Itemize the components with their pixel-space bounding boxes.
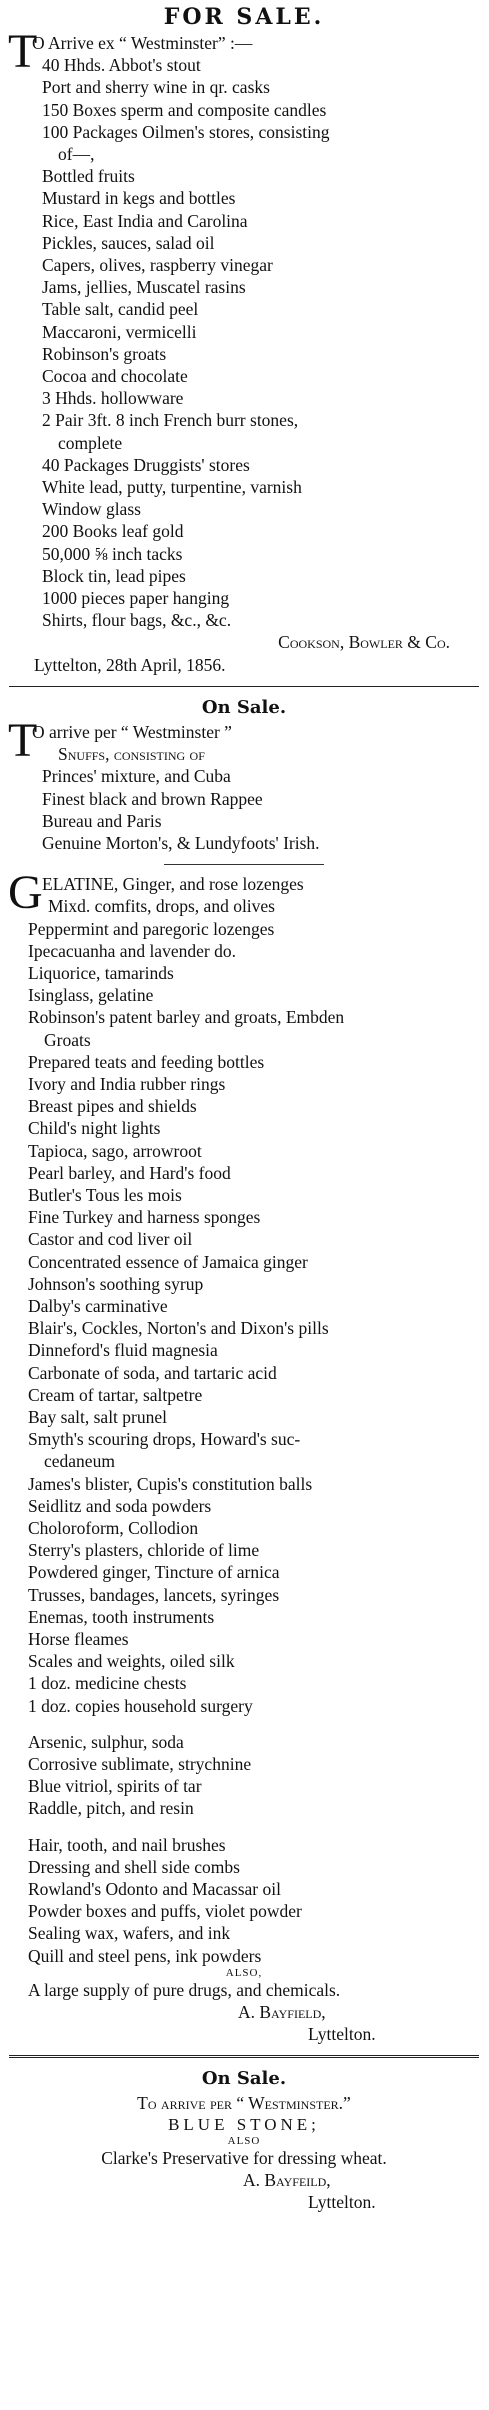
ad2-toilet-item: Rowland's Odonto and Macassar oil [28, 1879, 281, 1900]
ad2-also: ALSO, [225, 1966, 263, 1979]
ad1-item: 40 Packages Druggists' stores [42, 454, 250, 475]
ad1-item: Maccaroni, vermicelli [42, 321, 197, 342]
ad2-item: Castor and cod liver oil [28, 1229, 193, 1250]
ad2-dropcap: T [8, 713, 38, 767]
ad2-chemical: Corrosive sublimate, strychnine [28, 1754, 252, 1775]
ad1-item: 200 Books leaf gold [42, 521, 184, 542]
ad2-snuff-line: Princes' mixture, and Cuba [42, 766, 231, 787]
ad1-dropcap: T [8, 25, 38, 78]
ad1-item: White lead, putty, turpentine, varnish [42, 477, 302, 498]
ad2-item: Tapioca, sago, arrowroot [28, 1140, 202, 1161]
ad2-dropcap-g: G [8, 866, 43, 920]
ad2-item: 1 doz. medicine chests [28, 1673, 187, 1694]
ad2-item: Ivory and India rubber rings [28, 1073, 226, 1094]
ad3-also: ALSO [227, 2134, 261, 2147]
newspaper-column [8, 0, 480, 2213]
ad1-item: Jams, jellies, Muscatel rasins [42, 277, 246, 298]
ad2-item: Peppermint and paregoric lozenges [28, 918, 275, 939]
spacer [8, 1820, 480, 1834]
ad-on-sale-bayfield [8, 695, 480, 2046]
ad2-item: Smyth's scouring drops, Howard's suc- [28, 1429, 301, 1450]
ad2-item: Cream of tartar, saltpetre [28, 1384, 203, 1405]
ad2-snuff-line: Bureau and Paris [42, 810, 162, 831]
ad2-snuff-line: Genuine Morton's, & Lundyfoots' Irish. [42, 832, 320, 853]
ad-for-sale [8, 2, 480, 676]
ad2-chemical: Arsenic, sulphur, soda [28, 1731, 184, 1752]
ad2-chemical: Blue vitriol, spirits of tar [28, 1776, 202, 1797]
ad2-item: Seidlitz and soda powders [28, 1495, 212, 1516]
ad1-item: Pickles, sauces, salad oil [42, 232, 215, 253]
ad1-title: FOR SALE. [163, 4, 325, 30]
ad2-toilet-item: Hair, tooth, and nail brushes [28, 1834, 226, 1855]
ad2-title: On Sale. [201, 696, 287, 718]
ad2-item: Enemas, tooth instruments [28, 1606, 215, 1627]
ad1-item: 50,000 ⅝ inch tacks [42, 543, 183, 564]
ad2-toilet-item: Powder boxes and puffs, violet powder [28, 1901, 302, 1922]
ad2-item: Dinneford's fluid magnesia [28, 1340, 218, 1361]
ad2-item: Fine Turkey and harness sponges [28, 1207, 261, 1228]
ad2-item: Johnson's soothing syrup [28, 1273, 204, 1294]
ad1-item: 3 Hhds. hollowware [42, 388, 184, 409]
ad2-item: Blair's, Cockles, Norton's and Dixon's pills [28, 1318, 329, 1339]
ad1-item: 40 Hhds. Abbot's stout [42, 55, 201, 76]
ad2-item: Mixd. comfits, drops, and olives [48, 896, 275, 917]
ad3-place: Lyttelton. [308, 2192, 376, 2213]
divider-rule [9, 686, 479, 687]
ad1-item: Shirts, flour bags, &c., &c. [42, 610, 232, 631]
ad1-item: of—, [58, 144, 95, 165]
ad2-item: Breast pipes and shields [28, 1096, 197, 1117]
ad1-item: Cocoa and chocolate [42, 366, 188, 387]
ad1-item: Capers, olives, raspberry vinegar [42, 255, 273, 276]
ad2-item: Trusses, bandages, lancets, syringes [28, 1584, 280, 1605]
ad1-item: Rice, East India and Carolina [42, 210, 248, 231]
ad2-item: Powdered ginger, Tincture of arnica [28, 1562, 280, 1583]
ad2-item: Robinson's patent barley and groats, Embden [28, 1007, 345, 1028]
ad2-also-line: A large supply of pure drugs, and chemicals. [28, 1979, 341, 2000]
ad2-item: Carbonate of soda, and tartaric acid [28, 1362, 277, 1383]
ad2-toilet-item: Quill and steel pens, ink powders [28, 1945, 262, 1966]
ad2-snuff-line: Snuffs, consisting of [58, 744, 205, 765]
ad2-item: Horse fleames [28, 1629, 129, 1650]
ad2-item: Isinglass, gelatine [28, 985, 154, 1006]
ad2-item: Pearl barley, and Hard's food [28, 1162, 231, 1183]
ad2-item: Bay salt, salt prunel [28, 1406, 168, 1427]
ad2-signature: A. Bayfield, [238, 2002, 326, 2023]
ad2-item: Butler's Tous les mois [28, 1184, 182, 1205]
ad2-item: Child's night lights [28, 1118, 161, 1139]
divider-double-rule [9, 2055, 479, 2058]
ad1-item: Window glass [42, 499, 141, 520]
ad3-title: On Sale. [201, 2068, 287, 2090]
ad2-item: Concentrated essence of Jamaica ginger [28, 1251, 308, 1272]
ad2-item: Prepared teats and feeding bottles [28, 1051, 265, 1072]
ad3-blue-stone: BLUE STONE; [168, 2114, 320, 2134]
ad2-chemical: Raddle, pitch, and resin [28, 1798, 194, 1819]
ad1-item: Block tin, lead pipes [42, 565, 186, 586]
ad2-snuff-line: Finest black and brown Rappee [42, 788, 263, 809]
ad1-item: Mustard in kegs and bottles [42, 188, 236, 209]
ad3-line1: To arrive per “ Westminster.” [137, 2093, 351, 2114]
ad3-line3: Clarke's Preservative for dressing wheat. [101, 2147, 387, 2168]
ad2-toilet-item: Dressing and shell side combs [28, 1856, 240, 1877]
ad1-item: 100 Packages Oilmen's stores, consisting [42, 121, 330, 142]
ad2-item: Groats [44, 1029, 91, 1050]
ad3-signature: A. Bayfeild, [243, 2169, 331, 2190]
ad1-signature: Cookson, Bowler & Co. [278, 632, 450, 653]
ad1-item: complete [58, 432, 123, 453]
ad2-item: Scales and weights, oiled silk [28, 1651, 235, 1672]
ad1-item: Robinson's groats [42, 343, 167, 364]
ad2-item: cedaneum [44, 1451, 115, 1472]
ad1-item: Table salt, candid peel [42, 299, 199, 320]
ad2-item: Choloroform, Collodion [28, 1518, 199, 1538]
ad1-item: 2 Pair 3ft. 8 inch French burr stones, [42, 410, 299, 431]
ad1-item: Bottled fruits [42, 166, 135, 187]
ad2-item: Sterry's plasters, chloride of lime [28, 1540, 260, 1561]
ad2-first-line: O arrive per “ Westminster ” [32, 721, 232, 742]
ad2-place: Lyttelton. [308, 2024, 376, 2045]
ad2-toilet-item: Sealing wax, wafers, and ink [28, 1923, 231, 1944]
ad1-dateline: Lyttelton, 28th April, 1856. [34, 654, 226, 675]
ad2-item: 1 doz. copies household surgery [28, 1695, 253, 1716]
spacer [8, 1717, 480, 1731]
ad2-item: James's blister, Cupis's constitution balls [28, 1473, 313, 1494]
ad2-item: Liquorice, tamarinds [28, 962, 174, 983]
ad1-first-line: O Arrive ex “ Westminster” :— [32, 33, 253, 53]
section-rule [164, 864, 324, 865]
ad2-item: Dalby's carminative [28, 1295, 168, 1316]
ad1-item: Port and sherry wine in qr. casks [42, 77, 270, 98]
ad2-gelatine-line: ELATINE, Ginger, and rose lozenges [42, 874, 304, 895]
ad1-item: 150 Boxes sperm and composite candles [42, 99, 327, 120]
ad2-item: Ipecacuanha and lavender do. [28, 940, 236, 961]
ad-blue-stone [8, 2066, 480, 2213]
ad1-item: 1000 pieces paper hanging [42, 588, 230, 609]
